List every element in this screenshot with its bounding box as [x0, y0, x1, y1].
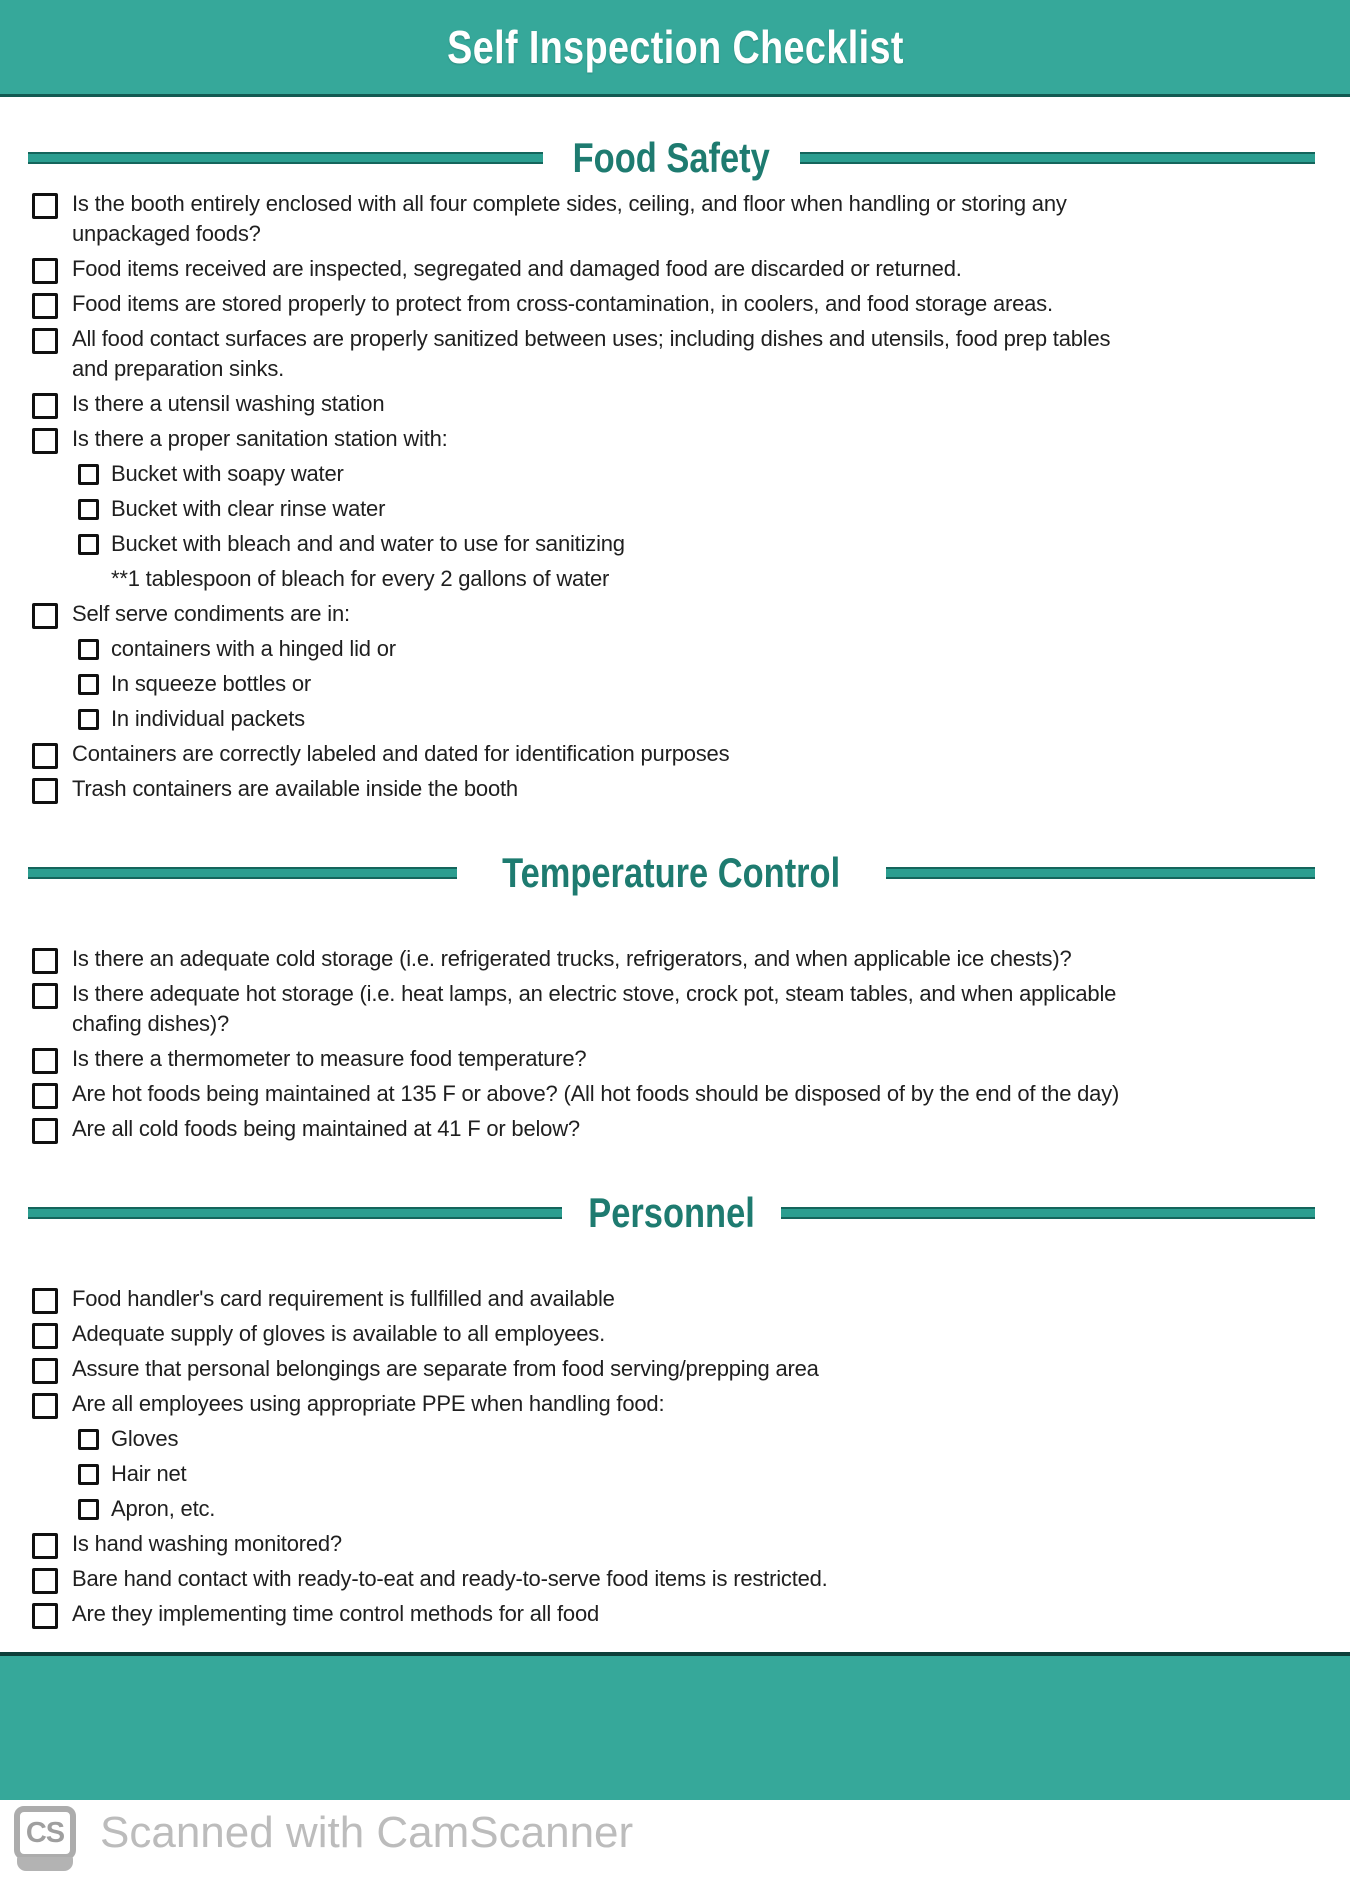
checklist-item [0, 1564, 1350, 1594]
checkbox[interactable] [78, 709, 99, 730]
divider-line-right [886, 867, 1315, 879]
item-line: Hair net [111, 1461, 187, 1486]
checkbox[interactable] [78, 639, 99, 660]
section-header [28, 133, 1315, 183]
item-text [72, 944, 1314, 974]
item-text [72, 324, 1314, 384]
checkbox[interactable] [32, 293, 58, 319]
checklist-item [0, 1044, 1350, 1074]
checklist-item [0, 529, 1350, 559]
item-line: Bucket with bleach and and water to use for sanitizing [111, 531, 625, 556]
checklist-item [0, 389, 1350, 419]
checkbox[interactable] [32, 1048, 58, 1074]
item-line: Trash containers are available inside the booth [72, 776, 518, 801]
section-food-safety [0, 133, 1350, 804]
item-line: Is there a utensil washing station [72, 391, 385, 416]
checklist-item [0, 1389, 1350, 1419]
checklist-item [0, 564, 1350, 594]
checklist-body [0, 133, 1350, 1629]
checkbox[interactable] [32, 1533, 58, 1559]
item-text [72, 289, 1314, 319]
item-line: Is hand washing monitored? [72, 1531, 342, 1556]
item-text [72, 1564, 1314, 1594]
item-line: chafing dishes)? [72, 1011, 230, 1036]
checkbox[interactable] [32, 983, 58, 1009]
checklist-item [0, 1459, 1350, 1489]
item-line: Apron, etc. [111, 1496, 216, 1521]
checklist-items [0, 944, 1350, 1144]
checkbox[interactable] [32, 1288, 58, 1314]
item-line: Assure that personal belongings are separate from food serving/prepping area [72, 1356, 819, 1381]
item-line: **1 tablespoon of bleach for every 2 gallons of water [111, 566, 610, 591]
checkbox[interactable] [32, 258, 58, 284]
item-text [72, 1599, 1314, 1629]
item-line: In squeeze bottles or [111, 671, 312, 696]
item-line: and preparation sinks. [72, 356, 285, 381]
checkbox[interactable] [32, 1568, 58, 1594]
item-line: unpackaged foods? [72, 221, 261, 246]
checkbox[interactable] [32, 1083, 58, 1109]
checklist-item [0, 669, 1350, 699]
item-text [72, 1044, 1314, 1074]
checklist-item [0, 1079, 1350, 1109]
checklist-item [0, 459, 1350, 489]
item-line: Is there a proper sanitation station with: [72, 426, 448, 451]
section-personnel [0, 1188, 1350, 1629]
checklist-item [0, 1599, 1350, 1629]
item-text [72, 424, 1314, 454]
item-line: Food handler's card requirement is fullfilled and available [72, 1286, 615, 1311]
checkbox[interactable] [32, 393, 58, 419]
item-text [111, 669, 1314, 699]
checklist-item [0, 1424, 1350, 1454]
item-line: Gloves [111, 1426, 179, 1451]
checkbox[interactable] [32, 743, 58, 769]
section-temperature-control [0, 848, 1350, 1144]
document-header [0, 0, 1350, 97]
checklist-item [0, 424, 1350, 454]
divider-line-left [28, 152, 543, 164]
checkbox[interactable] [32, 778, 58, 804]
item-line: Bucket with soapy water [111, 461, 344, 486]
item-text [111, 564, 1314, 594]
checklist-item [0, 1319, 1350, 1349]
checklist-item [0, 494, 1350, 524]
checkbox[interactable] [32, 193, 58, 219]
item-text [72, 1389, 1314, 1419]
item-text [72, 1529, 1314, 1559]
item-text [72, 774, 1314, 804]
checklist-item [0, 634, 1350, 664]
item-line: Is the booth entirely enclosed with all four complete sides, ceiling, and floor when handling or storing any [72, 191, 1067, 216]
checkbox[interactable] [78, 534, 99, 555]
item-line: Is there adequate hot storage (i.e. heat lamps, an electric stove, crock pot, steam tables, and when applicable [72, 981, 1117, 1006]
item-line: Containers are correctly labeled and dated for identification purposes [72, 741, 730, 766]
item-line: Is there an adequate cold storage (i.e. refrigerated trucks, refrigerators, and when applicable ice chests)? [72, 946, 1072, 971]
checkbox[interactable] [32, 1603, 58, 1629]
checkbox[interactable] [78, 1464, 99, 1485]
checklist-item [0, 944, 1350, 974]
checkbox[interactable] [32, 428, 58, 454]
checklist-item [0, 599, 1350, 629]
section-header [28, 848, 1315, 898]
checkbox[interactable] [32, 1393, 58, 1419]
section-header [28, 1188, 1315, 1238]
camscanner-logo-icon: CS [14, 1806, 76, 1860]
item-text [72, 739, 1314, 769]
checklist-item [0, 289, 1350, 319]
checklist-items [0, 1284, 1350, 1629]
item-line: Self serve condiments are in: [72, 601, 350, 626]
checkbox[interactable] [32, 603, 58, 629]
item-text [111, 1424, 1314, 1454]
item-text [72, 599, 1314, 629]
item-text [111, 1459, 1314, 1489]
checklist-item [0, 739, 1350, 769]
section-title: Personnel [588, 1189, 755, 1236]
item-text [72, 1319, 1314, 1349]
checklist-item [0, 704, 1350, 734]
checklist-item [0, 324, 1350, 384]
item-line: Food items received are inspected, segregated and damaged food are discarded or returned. [72, 256, 962, 281]
item-text [111, 459, 1314, 489]
watermark-text: Scanned with CamScanner [100, 1808, 634, 1857]
item-line: All food contact surfaces are properly sanitized between uses; including dishes and utensils, food prep tables [72, 326, 1111, 351]
checklist-item [0, 1354, 1350, 1384]
checkbox[interactable] [78, 499, 99, 520]
item-line: Are hot foods being maintained at 135 F or above? (All hot foods should be disposed of by the end of the day) [72, 1081, 1120, 1106]
checkbox[interactable] [32, 948, 58, 974]
checklist-item [0, 1529, 1350, 1559]
item-text [72, 1079, 1314, 1109]
item-line: Food items are stored properly to protect from cross-contamination, in coolers, and food storage areas. [72, 291, 1053, 316]
item-text [72, 1354, 1314, 1384]
checklist-item [0, 774, 1350, 804]
item-text [111, 634, 1314, 664]
checkbox[interactable] [78, 674, 99, 695]
item-line: containers with a hinged lid or [111, 636, 396, 661]
divider-line-left [28, 1207, 562, 1219]
item-line: Are they implementing time control methods for all food [72, 1601, 600, 1626]
item-text [111, 494, 1314, 524]
page-title: Self Inspection Checklist [446, 21, 904, 73]
divider-line-left [28, 867, 457, 879]
camscanner-watermark [14, 1806, 633, 1860]
divider-line-right [781, 1207, 1315, 1219]
item-line: Are all cold foods being maintained at 41 F or below? [72, 1116, 580, 1141]
item-text [72, 189, 1314, 249]
section-title: Food Safety [572, 134, 771, 181]
item-text [111, 529, 1314, 559]
item-text [72, 1284, 1314, 1314]
item-line: Are all employees using appropriate PPE when handling food: [72, 1391, 665, 1416]
item-line: In individual packets [111, 706, 305, 731]
checkbox[interactable] [78, 464, 99, 485]
item-line: Is there a thermometer to measure food temperature? [72, 1046, 587, 1071]
item-line: Bare hand contact with ready-to-eat and ready-to-serve food items is restricted. [72, 1566, 828, 1591]
divider-line-right [800, 152, 1315, 164]
checklist-item [0, 189, 1350, 249]
checklist-item [0, 1114, 1350, 1144]
item-text [111, 1494, 1314, 1524]
item-text [72, 979, 1314, 1039]
item-text [72, 1114, 1314, 1144]
checklist-item [0, 254, 1350, 284]
item-text [111, 704, 1314, 734]
item-text [72, 389, 1314, 419]
checklist-item [0, 1284, 1350, 1314]
item-line: Bucket with clear rinse water [111, 496, 386, 521]
checkbox[interactable] [32, 1118, 58, 1144]
checkbox[interactable] [32, 328, 58, 354]
checkbox[interactable] [78, 1499, 99, 1520]
checklist-item [0, 1494, 1350, 1524]
footer-bar [0, 1652, 1350, 1800]
section-title: Temperature Control [502, 849, 841, 896]
checklist-items [0, 189, 1350, 804]
checkbox[interactable] [78, 1429, 99, 1450]
item-text [72, 254, 1314, 284]
checkbox[interactable] [32, 1358, 58, 1384]
item-line: Adequate supply of gloves is available to all employees. [72, 1321, 606, 1346]
checklist-item [0, 979, 1350, 1039]
checkbox[interactable] [32, 1323, 58, 1349]
